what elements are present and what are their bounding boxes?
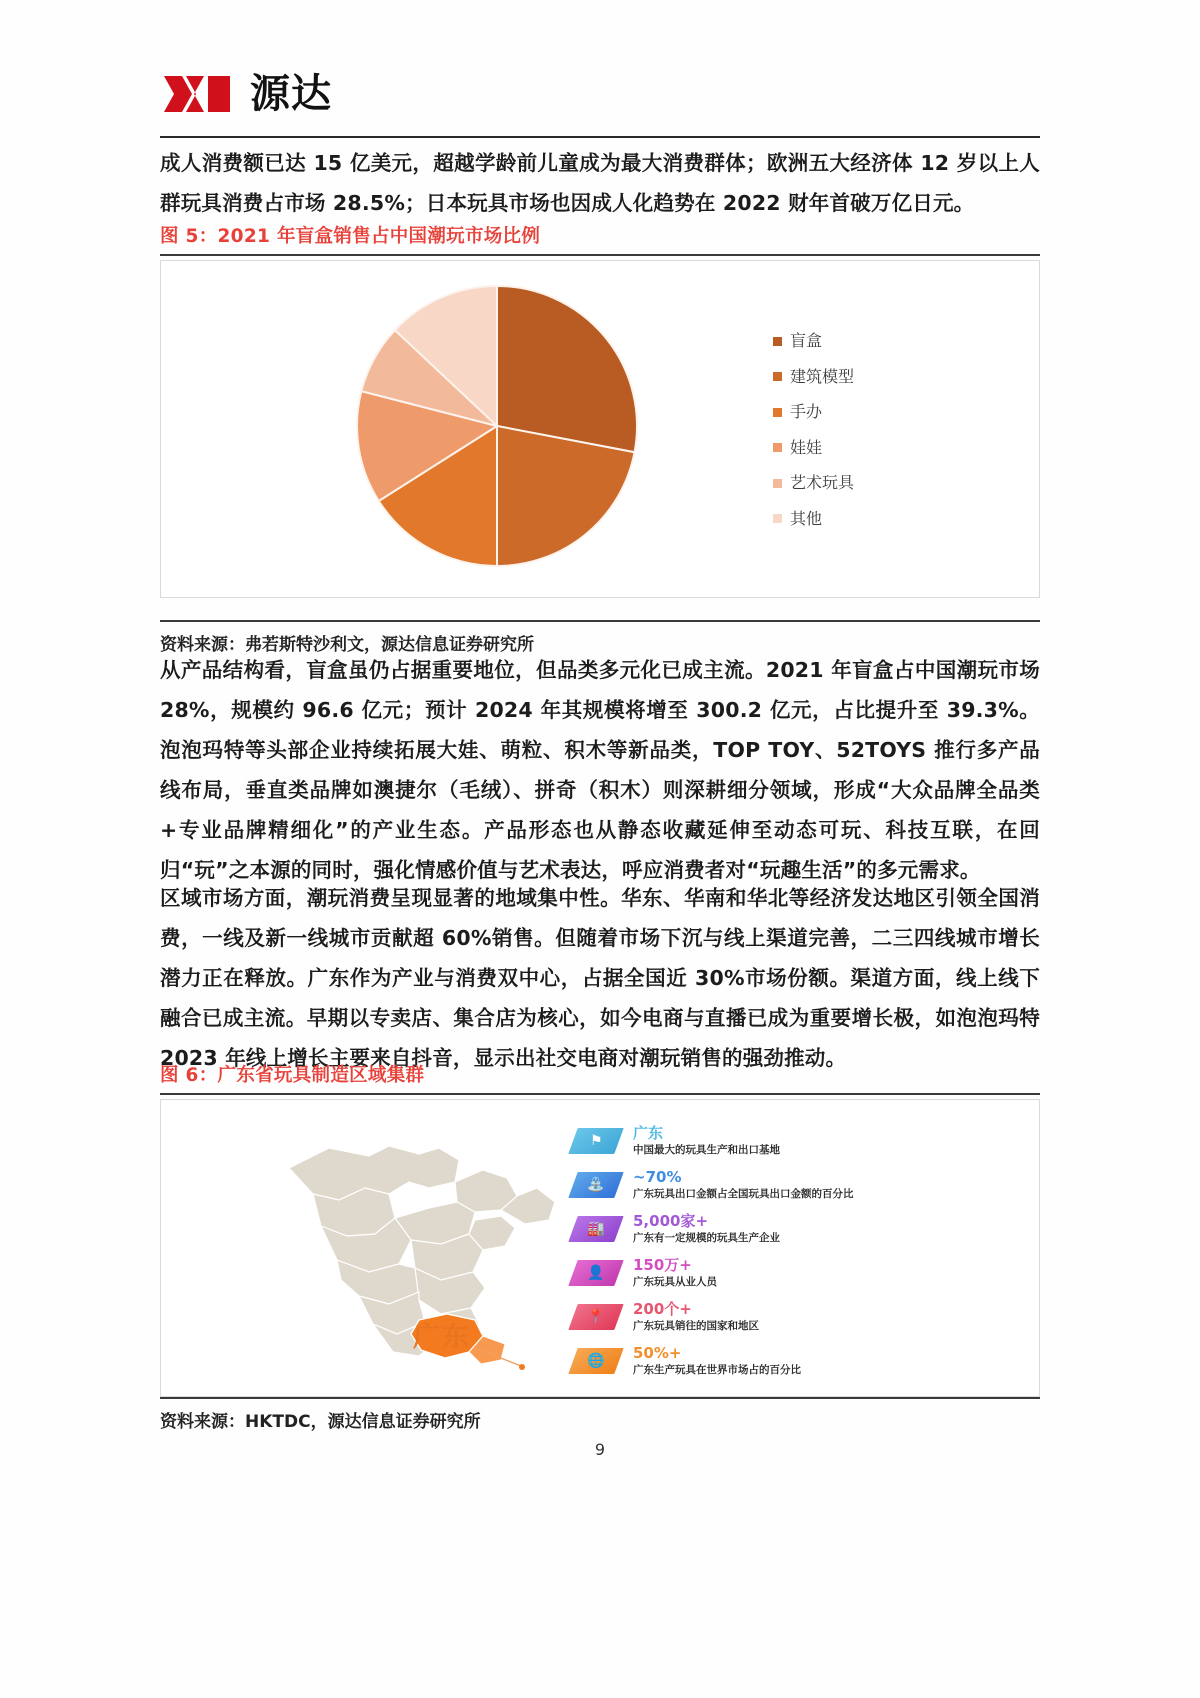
legend-label: 其他 — [790, 508, 823, 528]
info-card-desc: 广东玩具出口金额占全国玩具出口金额的百分比 — [633, 1188, 854, 1201]
info-card — [573, 1296, 993, 1337]
pie-slice — [497, 286, 637, 452]
location-pin-icon: 📍 — [568, 1304, 623, 1330]
brand-name: 源达 — [250, 71, 332, 117]
guangdong-cluster-infographic — [161, 1100, 1039, 1396]
infographic-cards — [573, 1120, 993, 1384]
brand-logo — [160, 66, 1040, 122]
legend-label: 建筑模型 — [790, 366, 855, 386]
legend-swatch-icon — [773, 479, 782, 488]
page-number: 9 — [594, 1440, 606, 1459]
intro-paragraph: 成人消费额已达 15 亿美元，超越学龄前儿童成为最大消费群体；欧洲五大经济体 12 岁以上人群玩具消费占市场 28.5%；日本玩具市场也因成人化趋势在 2022 财年首破万亿日元。 — [160, 151, 1040, 215]
info-card — [573, 1252, 993, 1293]
info-card-value: ~70% — [633, 1168, 682, 1187]
legend-swatch-icon — [773, 372, 782, 381]
body-paragraph-1: 从产品结构看，盲盒虽仍占据重要地位，但品类多元化已成主流。2021 年盲盒占中国潮玩市场 28%，规模约 96.6 亿元；预计 2024 年其规模将增至 300.2 亿元，占比提升至 39.3%。泡泡玛特等头部企业持续拓展大娃、萌粒、积木等新品类，TOP TOY、52TOYS 推行多产品线布局，垂直类品牌如澳捷尔（毛绒）、拼奇（积木）则深耕细分领域，形成“大众品牌全品类+专业品牌精细化”的产业生态。产品形态也从静态收藏延伸至动态可玩、科技互联，在回归“玩”之本源的同时，强化情感价值与艺术表达，呼应消费者对“玩趣生活”的多元需求。 — [160, 658, 1040, 882]
figure6-frame — [160, 1099, 1040, 1397]
factory-icon: 🏭 — [568, 1216, 623, 1242]
guangdong-map-label: 广东 — [413, 1322, 471, 1353]
info-card-desc: 广东玩具销往的国家和地区 — [633, 1320, 759, 1333]
info-card — [573, 1164, 993, 1205]
map-pin-region-icon: ⚑ — [568, 1128, 623, 1154]
legend-item — [773, 404, 854, 420]
info-card-value: 广东 — [633, 1124, 664, 1143]
figure5-caption: 图 5：2021 年盲盒销售占中国潮玩市场比例 — [160, 222, 1040, 256]
legend-label: 娃娃 — [790, 437, 823, 457]
info-card-value: 50%+ — [633, 1344, 682, 1363]
factory-export-icon: ⛲ — [568, 1172, 623, 1198]
legend-label: 盲盒 — [790, 331, 823, 350]
info-card-value: 5,000家+ — [633, 1212, 709, 1231]
pie-chart — [161, 261, 1039, 597]
figure5-frame — [160, 260, 1040, 598]
info-card-desc: 广东生产玩具在世界市场占的百分比 — [633, 1364, 801, 1377]
info-card — [573, 1340, 993, 1381]
pie-legend — [773, 333, 854, 527]
figure6-caption: 图 6：广东省玩具制造区域集群 — [160, 1061, 1040, 1095]
legend-item — [773, 333, 854, 349]
info-card-value: 200个+ — [633, 1300, 692, 1319]
info-card-desc: 广东有一定规模的玩具生产企业 — [633, 1232, 780, 1245]
legend-item — [773, 366, 855, 386]
info-card-value: 150万+ — [633, 1256, 692, 1275]
pie-chart-svg — [347, 276, 647, 576]
legend-swatch-icon — [773, 514, 782, 523]
legend-item — [773, 437, 854, 457]
legend-swatch-icon — [773, 337, 782, 346]
report-header — [160, 66, 1040, 136]
yd-logo-icon — [160, 70, 246, 118]
legend-item — [773, 475, 854, 491]
legend-label: 艺术玩具 — [790, 473, 855, 492]
legend-swatch-icon — [773, 408, 782, 417]
figure5-source: 资料来源：弗若斯特沙利文，源达信息证券研究所 — [160, 620, 1040, 655]
body-paragraph-2: 区域市场方面，潮玩消费呈现显著的地域集中性。华东、华南和华北等经济发达地区引领全国消费，一线及新一线城市贡献超 60%销售。但随着市场下沉与线上渠道完善，二三四线城市增长潜力正在释放。广东作为产业与消费双中心，占据全国近 30%市场份额。渠道方面，线上线下融合已成主流。早期以专卖店、集合店为核心，如今电商与直播已成为重要增长极，如泡泡玛特2023 年线上增长主要来自抖音，显示出社交电商对潮玩销售的强劲推动。 — [160, 886, 1040, 1070]
info-card — [573, 1208, 993, 1249]
info-card — [573, 1120, 993, 1161]
legend-item — [773, 508, 854, 528]
info-card-desc: 广东玩具从业人员 — [633, 1276, 717, 1289]
worker-icon: 👤 — [568, 1260, 623, 1286]
globe-icon: 🌐 — [568, 1348, 623, 1374]
info-card-desc: 中国最大的玩具生产和出口基地 — [633, 1144, 780, 1157]
figure6-source: 资料来源：HKTDC，源达信息证券研究所 — [160, 1397, 1040, 1432]
legend-swatch-icon — [773, 443, 782, 452]
header-divider — [160, 136, 1040, 138]
legend-label: 手办 — [790, 402, 823, 421]
